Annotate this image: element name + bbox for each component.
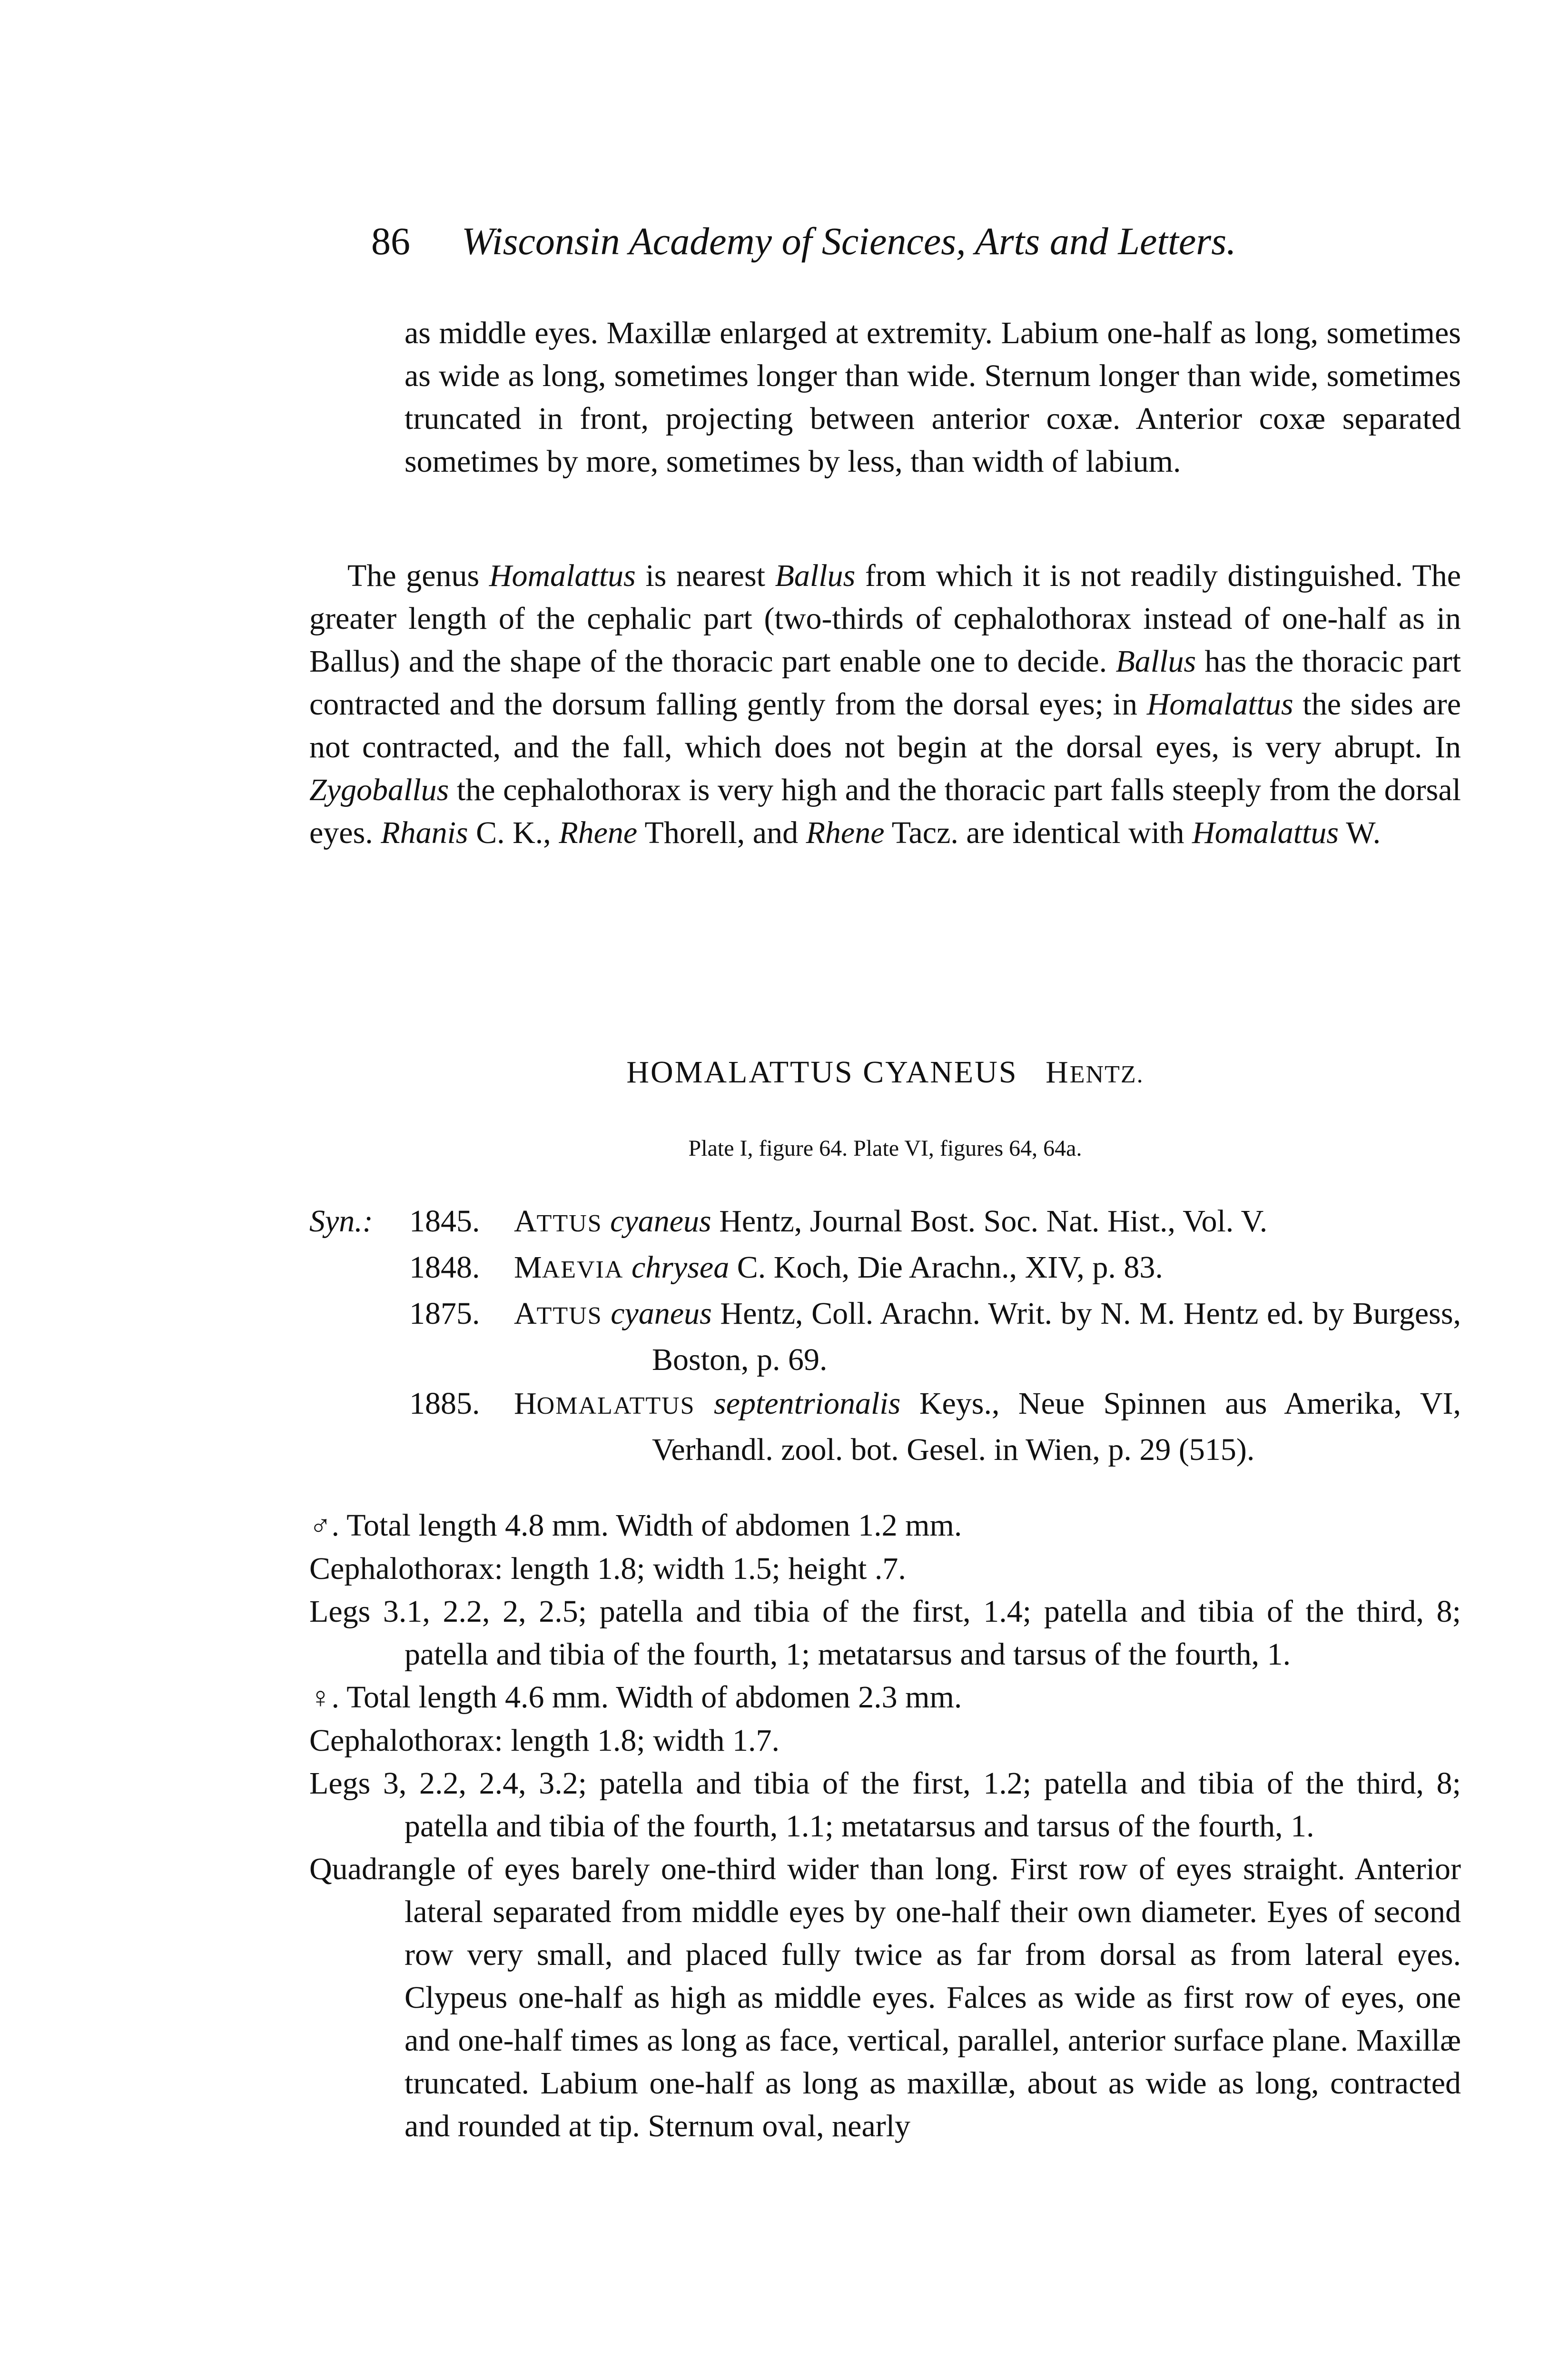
- female-cephalothorax: Cephalothorax: length 1.8; width 1.7.: [309, 1723, 780, 1758]
- synonymy-year: 1875.: [409, 1296, 480, 1331]
- male-cephalothorax: Cephalothorax: length 1.8; width 1.5; height .7.: [309, 1551, 906, 1586]
- species-title-main: HOMALATTUS CYANEUS: [626, 1055, 1018, 1090]
- male-symbol: ♂: [309, 1510, 332, 1542]
- genus-name: Rhene: [559, 815, 638, 850]
- species-epithet: chrysea: [631, 1250, 730, 1285]
- synonymy-text: [514, 1200, 1461, 1246]
- female-legs: Legs 3, 2.2, 2.4, 3.2; patella and tibia of the first, 1.2; patella and tibia of the third, 8; patella and tibia of the fourth, 1.1; metatarsus and tarsus of the fourth, 1.: [309, 1766, 1461, 1844]
- citation: Hentz, Journal Bost. Soc. Nat. Hist., Vol. V.: [711, 1204, 1268, 1239]
- genus-name: Ballus: [775, 558, 856, 593]
- species-author-initial: H: [1046, 1055, 1070, 1090]
- page-header: [371, 219, 1371, 276]
- running-title: Wisconsin Academy of Sciences, Arts and Letters.: [462, 219, 1236, 263]
- text-run: the cephalothorax is very high and the thoracic part falls steeply from the dorsal eyes.: [309, 773, 1461, 850]
- species-heading: [309, 1054, 1461, 1091]
- female-length-text: . Total length 4.6 mm. Width of abdomen 2.3 mm.: [331, 1680, 962, 1715]
- genus-initial: M: [514, 1250, 542, 1285]
- genus-rest: TTUS: [536, 1302, 602, 1329]
- text-run: The genus: [347, 558, 489, 593]
- genus-name: Homalattus: [489, 558, 636, 593]
- genus-note-paragraph: [309, 555, 1461, 854]
- genus-initial: A: [514, 1296, 537, 1331]
- male-legs: Legs 3.1, 2.2, 2, 2.5; patella and tibia of the first, 1.4; patella and tibia of the third, 8; patella and tibia of the fourth, 1; metatarsus and tarsus of the fourth, 1.: [309, 1594, 1461, 1672]
- text-run: is nearest: [635, 558, 775, 593]
- text-run: from which it is not readily distinguished. The greater length of the cephalic part (two-thirds of cephalothorax instead of one-half as in Ballus) and the shape of the thoracic part enable one to decide.: [309, 558, 1461, 679]
- species-epithet: cyaneus: [610, 1204, 711, 1239]
- synonymy-entry: [309, 1292, 1461, 1382]
- genus-rest: AEVIA: [542, 1256, 624, 1283]
- synonymy-entry: [309, 1246, 1461, 1292]
- page-number: 86: [371, 219, 410, 263]
- continuation-text: as middle eyes. Maxillæ enlarged at extremity. Labium one-half as long, sometimes as wide as long, sometimes longer than wide. Sternum longer than wide, sometimes truncated in front, projecting between anterior coxæ. Anterior coxæ separated sometimes by more, sometimes by less, than width of labium.: [405, 316, 1461, 479]
- genus-name: Homalattus: [1192, 815, 1339, 850]
- genus-name: Ballus: [1115, 644, 1196, 679]
- female-length: [309, 1676, 1461, 1719]
- text-run: the sides are not contracted, and the fall, which does not begin at the dorsal eyes, is very abrupt. In: [309, 687, 1461, 764]
- species-author-rest: ENTZ.: [1069, 1061, 1144, 1088]
- genus-name: Rhanis: [381, 815, 468, 850]
- synonymy-year: 1885.: [409, 1386, 480, 1421]
- plate-reference: Plate I, figure 64. Plate VI, figures 64, 64a.: [688, 1136, 1082, 1161]
- genus-name: Zygoballus: [309, 773, 449, 807]
- genus-name: Homalattus: [1146, 687, 1293, 722]
- synonymy-label: Syn.:: [309, 1204, 373, 1239]
- male-length-text: . Total length 4.8 mm. Width of abdomen 1.2 mm.: [331, 1508, 962, 1543]
- genus-name: Rhene: [806, 815, 885, 850]
- synonymy-list: [309, 1200, 1461, 1472]
- citation: Keys., Neue Spinnen aus Amerika, VI, Verhandl. zool. bot. Gesel. in Wien, p. 29 (515).: [652, 1386, 1461, 1467]
- eyes-description: Quadrangle of eyes barely one-third wider than long. First row of eyes straight. Anterior lateral separated from middle eyes by one-half their own diameter. Eyes of second row very small, and placed fully twice as far from dorsal as from lateral eyes. Clypeus one-half as high as middle eyes. Falces as wide as first row of eyes, one and one-half times as long as face, vertical, parallel, anterior surface plane. Maxillæ truncated. Labium one-half as long as maxillæ, about as wide as long, contracted and rounded at tip. Sternum oval, nearly: [309, 1852, 1461, 2143]
- species-epithet: septentrionalis: [714, 1386, 901, 1421]
- continuation-paragraph: [405, 312, 1461, 483]
- synonymy-year: 1848.: [409, 1250, 480, 1285]
- citation: Hentz, Coll. Arachn. Writ. by N. M. Hentz ed. by Burgess, Boston, p. 69.: [652, 1296, 1461, 1377]
- text-run: C. K.,: [468, 815, 559, 850]
- genus-initial: A: [514, 1204, 537, 1239]
- species-description: [309, 1504, 1461, 2148]
- citation: C. Koch, Die Arachn., XIV, p. 83.: [729, 1250, 1163, 1285]
- synonymy-entry: [309, 1382, 1461, 1472]
- male-length: [309, 1504, 1461, 1547]
- synonymy-text: [514, 1292, 1461, 1382]
- female-symbol: ♀: [309, 1682, 332, 1714]
- genus-rest: OMALATTUS: [536, 1392, 695, 1419]
- synonymy-entry: [309, 1200, 1461, 1246]
- text-run: Tacz. are identical with: [884, 815, 1193, 850]
- text-run: W.: [1339, 815, 1381, 850]
- genus-rest: TTUS: [536, 1210, 602, 1237]
- synonymy-text: [514, 1246, 1461, 1292]
- synonymy-year: 1845.: [409, 1204, 480, 1239]
- text-run: Thorell, and: [637, 815, 806, 850]
- text-run: has the thoracic part contracted and the dorsum falling gently from the dorsal eyes; in: [309, 644, 1461, 722]
- genus-initial: H: [514, 1386, 537, 1421]
- species-epithet: cyaneus: [611, 1296, 712, 1331]
- synonymy-text: [514, 1382, 1461, 1472]
